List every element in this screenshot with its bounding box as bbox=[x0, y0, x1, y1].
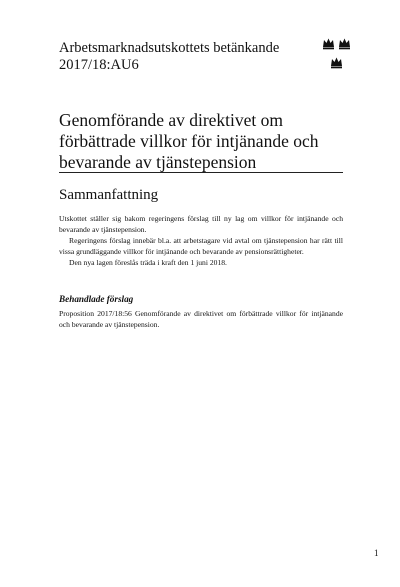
handled-proposals-body bbox=[59, 308, 343, 330]
report-id: 2017/18:AU6 bbox=[59, 57, 139, 73]
summary-paragraph-1: Utskottet ställer sig bakom regeringens förslag till ny lag om villkor för intjänande och bevarande av tjänstepension. bbox=[59, 214, 343, 234]
handled-proposals-heading: Behandlade förslag bbox=[59, 294, 134, 304]
proposition-text: Proposition 2017/18:56 Genomförande av direktivet om förbättrade villkor för intjänande och bevarande av tjänstepension. bbox=[59, 309, 343, 329]
summary-heading: Sammanfattning bbox=[59, 187, 159, 203]
summary-body bbox=[59, 213, 343, 268]
committee-name: Arbetsmarknadsutskottets betänkande bbox=[59, 40, 280, 56]
document-header bbox=[59, 40, 319, 74]
three-crowns-icon bbox=[322, 36, 352, 70]
summary-paragraph-3: Den nya lagen föreslås träda i kraft den 1 juni 2018. bbox=[69, 258, 227, 267]
page-number: 1 bbox=[374, 548, 379, 558]
summary-paragraph-2: Regeringens förslag innebär bl.a. att arbetstagare vid avtal om tjänstepension har rätt till vissa grundläggande villkor för intjänande och bevarande av pensionsrättigheter. bbox=[59, 236, 343, 256]
title-divider bbox=[59, 172, 343, 173]
report-title: Genomförande av direktivet om förbättrade villkor för intjänande och bevarande av tjänstepension bbox=[59, 110, 319, 172]
